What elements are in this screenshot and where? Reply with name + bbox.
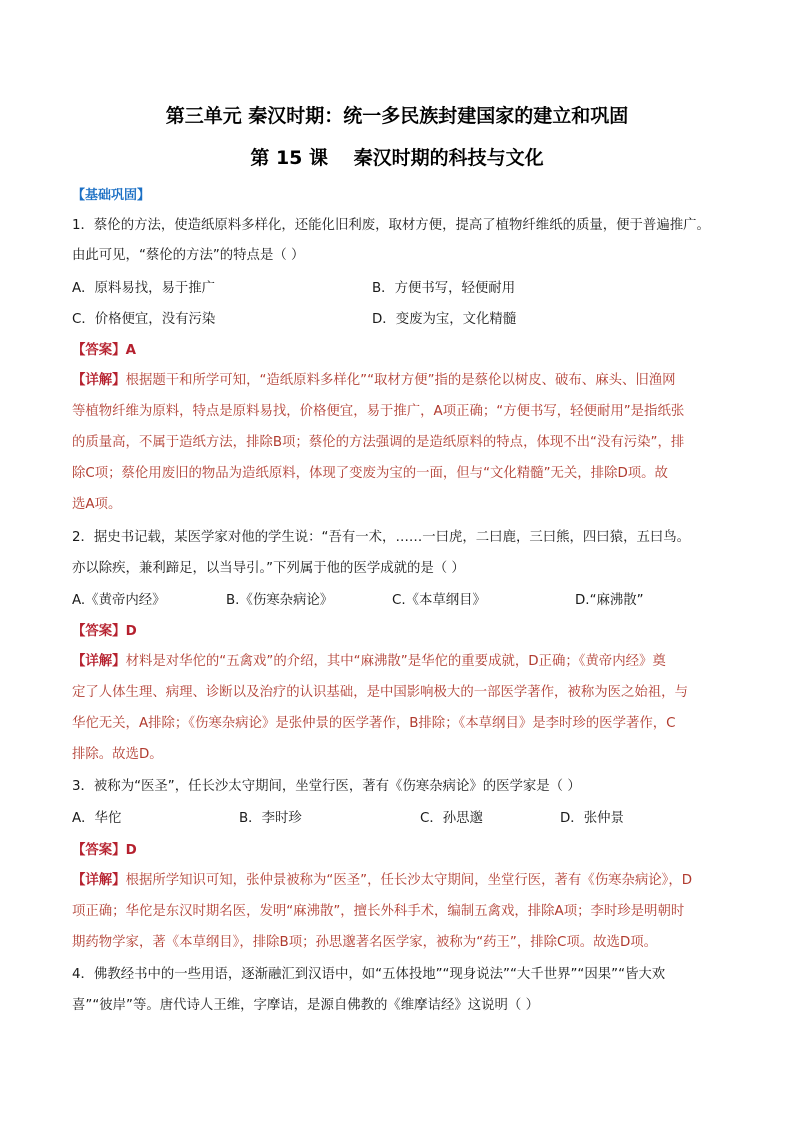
- q2-answer-label: 【答案】: [72, 624, 126, 639]
- lesson-title: 第 15 课 秦汉时期的科技与文化: [250, 147, 544, 169]
- q3-detail-line-3: 期药物学家，著《本草纲目》，排除B项；孙思邈著名医学家，被称为“药王”，排除C项。故选D项。: [72, 935, 658, 950]
- q2-stem-line-1: 2．据史书记载，某医学家对他的学生说：“吾有一术，……一曰虎，二曰鹿，三曰熊，四曰猿，五曰鸟。: [72, 530, 691, 545]
- q3-option-b: B．李时珍: [239, 811, 302, 826]
- q4-stem-line-1: 4．佛教经书中的一些用语，逐渐融汇到汉语中，如“五体投地”“现身说法”“大千世界”“因果”“皆大欢: [72, 967, 666, 982]
- q2-stem-line-2: 亦以除疾，兼利蹄足，以当导引。”下列属于他的医学成就的是（ ）: [72, 561, 465, 576]
- unit-title: 第三单元 秦汉时期：统一多民族封建国家的建立和巩固: [165, 105, 629, 127]
- q3-answer: [72, 841, 732, 861]
- q2-option-d: D.“麻沸散”: [575, 593, 644, 608]
- q4-stem-line-2: 喜”“彼岸”等。唐代诗人王维，字摩诘，是源自佛教的《维摩诘经》这说明（ ）: [72, 998, 539, 1013]
- q2-answer-value: D: [125, 624, 137, 639]
- q2-detail-text-1: 材料是对华佗的“五禽戏”的介绍，其中“麻沸散”是华佗的重要成就，D正确；《黄帝内经》奠: [125, 654, 666, 669]
- q2-answer: [72, 622, 732, 642]
- q1-option-d: D．变废为宝，文化精髓: [372, 312, 517, 327]
- q1-stem-line-1: 1．蔡伦的方法，使造纸原料多样化，还能化旧利废，取材方便，提高了植物纤维纸的质量，便于普遍推广。: [72, 218, 710, 233]
- q3-answer-value: D: [125, 843, 137, 858]
- q1-answer: [72, 341, 732, 361]
- q2-option-a: A.《黄帝内经》: [72, 593, 166, 608]
- q1-options-row-2: [72, 310, 732, 330]
- section-label: 【基础巩固】: [72, 188, 151, 203]
- q1-detail-text-1: 根据题干和所学可知，“造纸原料多样化”“取材方便”指的是蔡伦以树皮、破布、麻头、旧渔网: [125, 373, 676, 388]
- q1-detail-line-4: 除C项；蔡伦用废旧的物品为造纸原料，体现了变废为宝的一面，但与“文化精髓”无关，排除D项。故: [72, 466, 668, 481]
- q1-stem-line-2: 由此可见，“蔡伦的方法”的特点是（ ）: [72, 248, 305, 263]
- q1-answer-value: A: [125, 343, 136, 358]
- q1-detail-line-1: [72, 371, 732, 391]
- q1-detail-line-3: 的质量高，不属于造纸方法，排除B项；蔡伦的方法强调的是造纸原料的特点，体现不出“没有污染”，排: [72, 435, 685, 450]
- q1-detail-line-2: 等植物纤维为原料，特点是原料易找，价格便宜，易于推广，A项正确；“方便书写，轻便耐用”是指纸张: [72, 404, 685, 419]
- q2-options-row: [72, 591, 732, 611]
- q3-detail-text-1: 根据所学知识可知，张仲景被称为“医圣”，任长沙太守期间，坐堂行医，著有《伤寒杂病论》，D: [125, 873, 693, 888]
- q3-options-row: [72, 809, 732, 829]
- q2-detail-label: 【详解】: [72, 654, 126, 669]
- q3-detail-label: 【详解】: [72, 873, 126, 888]
- q3-option-a: A．华佗: [72, 811, 122, 826]
- q3-detail-line-1: [72, 871, 732, 891]
- q1-option-c: C．价格便宜，没有污染: [72, 312, 216, 327]
- q1-detail-label: 【详解】: [72, 373, 126, 388]
- q2-detail-line-4: 排除。故选D。: [72, 747, 163, 762]
- q2-option-b: B.《伤寒杂病论》: [226, 593, 334, 608]
- q3-answer-label: 【答案】: [72, 843, 126, 858]
- q2-detail-line-3: 华佗无关，A排除；《伤寒杂病论》是张仲景的医学著作，B排除；《本草纲目》是李时珍的医学著作，C: [72, 716, 676, 731]
- q1-option-b: B．方便书写，轻便耐用: [372, 281, 516, 296]
- q2-detail-line-1: [72, 652, 732, 672]
- q3-option-c: C．孙思邈: [420, 811, 483, 826]
- q3-stem-line-1: 3．被称为“医圣”，任长沙太守期间，坐堂行医，著有《伤寒杂病论》的医学家是（ ）: [72, 779, 581, 794]
- q1-option-a: A．原料易找，易于推广: [72, 281, 216, 296]
- q2-option-c: C.《本草纲目》: [392, 593, 486, 608]
- q1-detail-line-5: 选A项。: [72, 497, 122, 512]
- q2-detail-line-2: 定了人体生理、病理、诊断以及治疗的认识基础，是中国影响极大的一部医学著作，被称为医之始祖，与: [72, 685, 688, 700]
- q1-answer-label: 【答案】: [72, 343, 126, 358]
- q1-options-row-1: [72, 279, 732, 299]
- q3-detail-line-2: 项正确；华佗是东汉时期名医，发明“麻沸散”，擅长外科手术，编制五禽戏，排除A项；李时珍是明朝时: [72, 904, 685, 919]
- q3-option-d: D．张仲景: [560, 811, 624, 826]
